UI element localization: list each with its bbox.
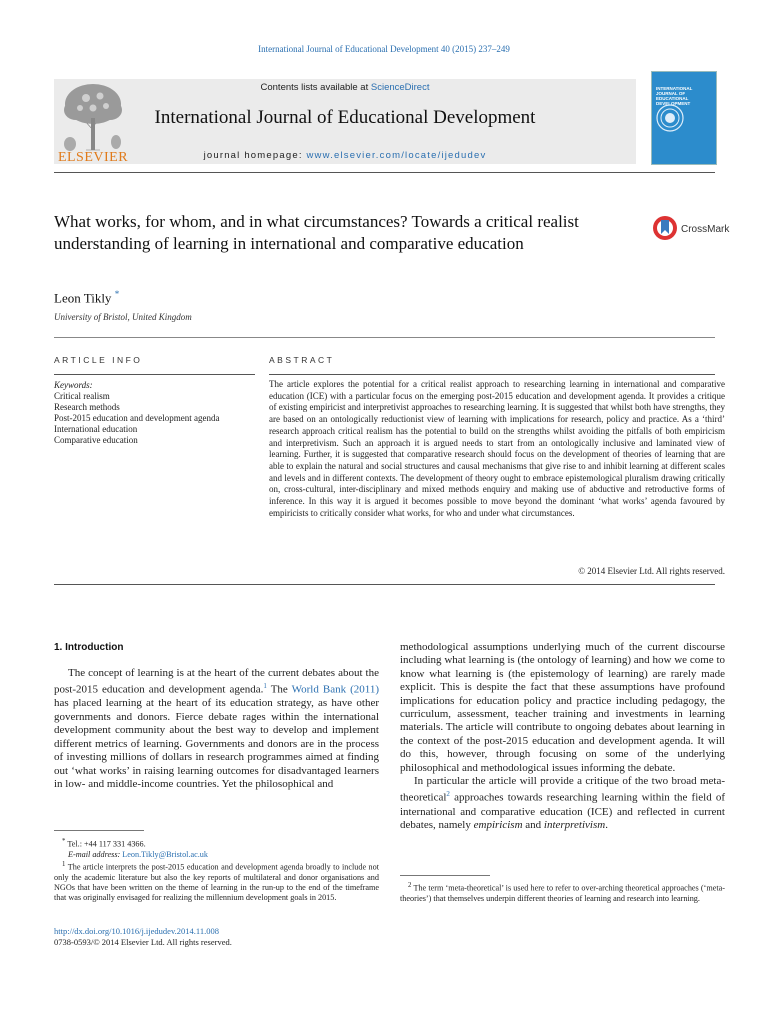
abstract-copyright: © 2014 Elsevier Ltd. All rights reserved. <box>578 566 725 576</box>
footnote-author-tel: * Tel.: +44 117 331 4366. <box>62 838 146 849</box>
author-affiliation: University of Bristol, United Kingdom <box>54 312 192 322</box>
journal-banner <box>54 79 636 164</box>
issn-copyright: 0738-0593/© 2014 Elsevier Ltd. All rights reserved. <box>54 937 232 947</box>
body-column-right <box>400 641 725 832</box>
article-info-rule <box>54 374 255 375</box>
journal-cover-image[interactable] <box>651 71 717 165</box>
keyword-item: Comparative education <box>54 435 138 445</box>
intro-paragraph-2: methodological assumptions underlying much of the current discourse including what learning is (the ontology of learning) and how we come to know what learning is (the epistemology of learning) are rarely made explicit. This is despite the fact that these assumptions have profound implications for education policy and practice including pedagogy, the curriculum, assessment, teacher training and investments in learning materials. The article will contribute to ongoing debates about learning in the context of the post-2015 education and development agenda. It will do this, however, through focusing on some of the underlying philosophical and methodological issues informing the debate. <box>400 641 725 774</box>
keywords-label: Keywords: <box>54 380 93 390</box>
footnote-ref-2[interactable]: 2 <box>446 790 450 799</box>
keywords-block <box>54 380 254 446</box>
sciencedirect-link[interactable]: ScienceDirect <box>370 82 430 93</box>
contents-availability: Contents lists available at ScienceDirect <box>260 82 430 93</box>
article-info-heading: ARTICLE INFO <box>54 355 143 365</box>
footnotes-left <box>54 837 379 904</box>
footnote-2: $^2$ The term ‘meta-theoretical’ is used here to refer to over-arching theoretical approaches (‘meta-theories’) that themselves underpin different theories of learning and research into learning. <box>400 882 725 903</box>
article-title: What works, for whom, and in what circumstances? Towards a critical realist understanding of learning in international and comparative education <box>54 212 579 253</box>
cover-globe-graphic <box>656 98 686 138</box>
author-footnote-mark[interactable]: * <box>114 289 120 299</box>
abstract-rule <box>269 374 715 375</box>
cover-title: INTERNATIONAL JOURNAL OF EDUCATIONAL DEVELOPMENT <box>656 86 693 106</box>
crossmark-label[interactable]: CrossMark <box>681 224 730 235</box>
section-heading-introduction: 1. Introduction <box>54 642 124 653</box>
footnotes-right <box>400 881 725 904</box>
keyword-item: Research methods <box>54 402 120 412</box>
header-rule <box>54 172 715 173</box>
intro-paragraph-3: In particular the article will provide a critique of the two broad meta-theoretical$^2$ approaches towards researching learning within the field of international and comparative education (ICE) and reflected in current debates, namely empiricism and interpretivism. <box>400 775 725 831</box>
author-email-link[interactable]: Leon.Tikly@Bristol.ac.uk <box>122 849 208 859</box>
footnote-ref-1[interactable]: 1 <box>263 682 267 691</box>
journal-homepage: journal homepage: www.elsevier.com/locate/ijedudev <box>203 150 487 161</box>
abstract-bottom-rule <box>54 584 715 585</box>
author-rule <box>54 337 715 338</box>
keyword-item: Critical realism <box>54 391 110 401</box>
abstract-heading: ABSTRACT <box>269 355 335 365</box>
keyword-item: Post-2015 education and development agenda <box>54 413 220 423</box>
journal-title: International Journal of Educational Development <box>154 107 536 128</box>
world-bank-citation-link[interactable]: World Bank (2011) <box>291 684 379 697</box>
intro-paragraph-1: The concept of learning is at the heart of the current debates about the post-2015 education and development agenda.$^1$ The World Bank (2011) has placed learning at the heart of its education strategy, as have other governments and donors. Fierce debate rages within the international development community about the best way to develop and implement different metrics of learning. Governments and donors are in the process of investing millions of dollars in research programmes aimed at finding out ‘what works’ in raising learning outcomes for disadvantaged learners in low- and middle-income countries. Yet the philosophical and <box>54 667 379 790</box>
elsevier-wordmark: ELSEVIER <box>57 150 129 165</box>
author-name[interactable]: Leon Tikly * <box>54 289 120 306</box>
body-column-left <box>54 667 379 791</box>
footnote-rule-left <box>54 830 144 831</box>
homepage-link[interactable]: www.elsevier.com/locate/ijedudev <box>306 150 487 161</box>
footnote-1: $^1$ The article interprets the post-2015 education and development agenda broadly to include not only the academic literature but also the key reports of multilateral and donor organisations and NGOs that have been written on the theme of learning in the run-up to the end of the timeframe that was originally envisaged for realizing the millennium development goals in 2015. <box>54 861 379 903</box>
doi-link[interactable]: http://dx.doi.org/10.1016/j.ijedudev.2014.11.008 <box>54 926 219 936</box>
keyword-item: International education <box>54 424 138 434</box>
journal-citation[interactable]: International Journal of Educational Development 40 (2015) 237–249 <box>258 44 510 54</box>
footnote-rule-right <box>400 875 490 876</box>
abstract-text: The article explores the potential for a critical realist approach to researching learning in international and comparative education (ICE) with a particular focus on the emerging post-2015 education and development agenda. It provides a critique of existing empiricist and interpretivist approaches to researching learning. It is suggested that whilst both have strengths, they are based on an ontologically reductionist view of learning with implications for research, policy and practice. As a ‘third’ research approach critical realism has the potential to build on the strengths whilst avoiding the pitfalls of both empiricism and interpretivism. Such an approach it is argued needs to start from an ontologically inclusive and laminated view of learning. Further, it is suggested that comparative research should focus on the development of theories of learning that are able to explain the natural and social structures and causal mechanisms that give rise to and inhibit learning at different scales and levels and in different contexts. The development of theory ought to embrace epistemological pluralism drawing critically on, cross-cultural, inter-disciplinary and mixed methods enquiry and making use of abductive and retroductive forms of inference. In this way it is argued it becomes possible to move beyond the dominant ‘what works’ agenda favoured by empiricists to critically consider what works, for who and under what circumstances. <box>269 379 725 518</box>
elsevier-tree-logo <box>56 80 130 152</box>
footnote-author-email: E-mail address: Leon.Tikly@Bristol.ac.uk <box>68 849 208 859</box>
